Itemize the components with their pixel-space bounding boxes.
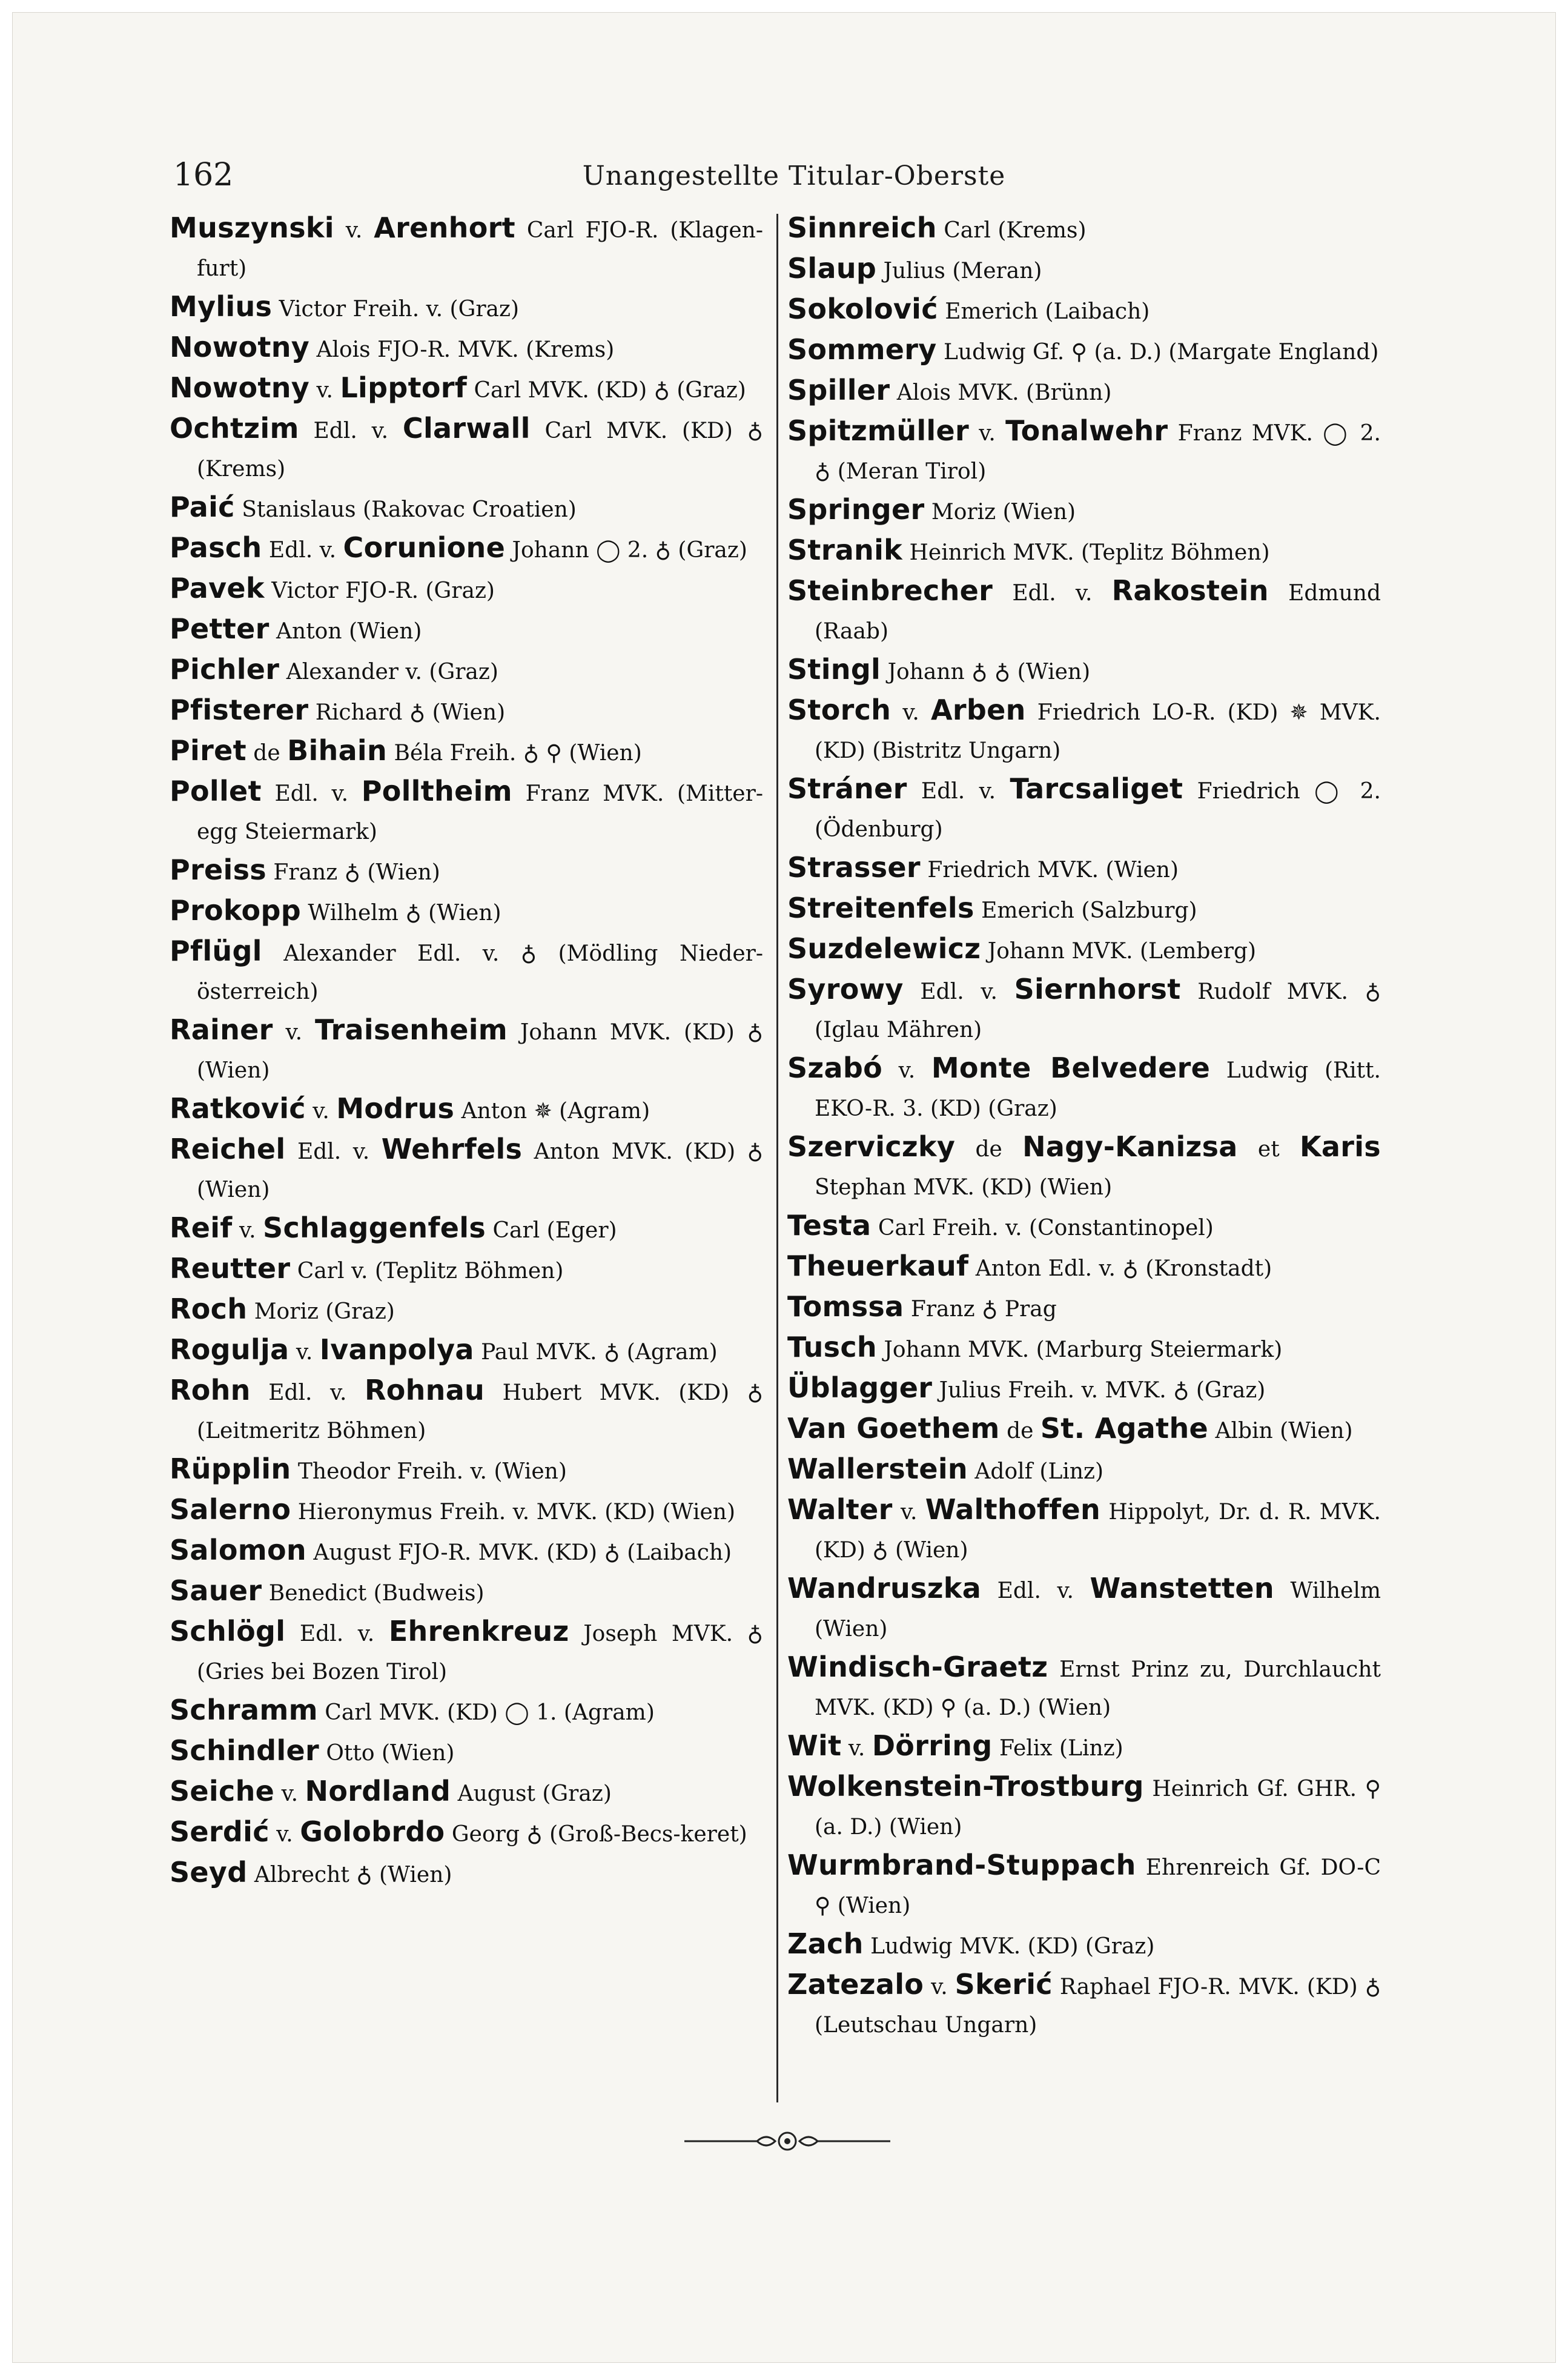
- entry-surname: Paić: [170, 491, 235, 523]
- entry-surname: Roch: [170, 1293, 248, 1325]
- register-entry: [787, 1128, 1381, 1207]
- entry-text: Emerich (Laibach): [938, 299, 1150, 324]
- entry-text: Carl MVK. (KD) ♁ (Krems): [197, 419, 763, 482]
- register-entry: [787, 250, 1381, 290]
- entry-text: Albin (Wien): [1208, 1419, 1353, 1443]
- entry-surname: Szerviczky: [787, 1130, 956, 1163]
- entry-text: Edl. v.: [903, 979, 1014, 1004]
- register-entry: [170, 1331, 763, 1371]
- entry-text: Alexander Edl. v. ♁ (Mödling Nieder-österreich): [197, 941, 763, 1004]
- entry-text: Heinrich Gf. GHR. ⚲ (a. D.) (Wien): [815, 1777, 1381, 1840]
- entry-name-bold: Golobrdo: [300, 1815, 445, 1848]
- register-entry: [170, 488, 763, 529]
- entry-text: Franz ♁ (Wien): [266, 860, 440, 885]
- entry-name-bold: Wehrfels: [381, 1133, 523, 1165]
- register-entry: [170, 691, 763, 732]
- entry-text: Joseph MVK. ♁ (Gries bei Bozen Tirol): [197, 1621, 763, 1684]
- entry-surname: Piret: [170, 734, 246, 767]
- entry-text: Edl. v.: [262, 538, 343, 563]
- entry-text: Otto (Wien): [319, 1741, 455, 1766]
- entry-name-bold: Arben: [930, 694, 1026, 726]
- register-entry: [170, 1491, 763, 1531]
- entry-surname: Pasch: [170, 531, 262, 564]
- column-divider: [776, 214, 778, 2102]
- entry-surname: Ochtzim: [170, 412, 299, 445]
- entry-surname: Tomssa: [787, 1290, 904, 1323]
- entry-text: Paul MVK. ♁ (Agram): [474, 1340, 718, 1365]
- entry-text: Carl v. (Teplitz Böhmen): [290, 1259, 564, 1284]
- entry-name-bold: Tonalwehr: [1005, 414, 1168, 447]
- entry-surname: Prokopp: [170, 894, 301, 927]
- entry-text: Ludwig Gf. ⚲ (a. D.) (Margate England): [936, 340, 1379, 365]
- entry-surname: Springer: [787, 493, 925, 526]
- register-entry: [170, 1691, 763, 1732]
- entry-text: Ernst Prinz zu, Durchlaucht MVK. (KD) ⚲ (a. D.) (Wien): [815, 1657, 1381, 1720]
- entry-text: Franz ♁ Prag: [904, 1297, 1057, 1322]
- entry-name-bold: Arenhort: [374, 211, 515, 244]
- register-entry: [787, 849, 1381, 889]
- entry-surname: Wolkenstein-Trostburg: [787, 1770, 1144, 1803]
- entry-surname: Preiss: [170, 853, 266, 886]
- entry-text: Anton (Wien): [269, 619, 422, 644]
- entry-text: de: [955, 1137, 1023, 1162]
- entry-surname: Salomon: [170, 1534, 306, 1566]
- register-entry: [170, 1290, 763, 1331]
- entry-surname: Szabó: [787, 1052, 882, 1084]
- register-entry: [787, 1491, 1381, 1569]
- register-entry: [787, 1409, 1381, 1450]
- register-entry: [787, 889, 1381, 930]
- register-entry: [787, 651, 1381, 691]
- entry-surname: Rüpplin: [170, 1452, 291, 1485]
- left-column: [170, 209, 763, 1894]
- register-entry: [170, 1732, 763, 1772]
- entry-text: Emerich (Salzburg): [974, 898, 1197, 923]
- entry-text: v.: [924, 1975, 955, 1999]
- entry-surname: Steinbrecher: [787, 574, 993, 607]
- entry-surname: Rainer: [170, 1013, 273, 1046]
- register-entry: [787, 1247, 1381, 1288]
- register-entry: [787, 1369, 1381, 1409]
- entry-text: Friedrich LO-R. (KD) ✵ MVK. (KD) (Bistritz Ungarn): [815, 700, 1381, 763]
- entry-text: Heinrich MVK. (Teplitz Böhmen): [902, 540, 1270, 565]
- entry-name-bold: Dörring: [872, 1729, 993, 1762]
- entry-text: Victor FJO-R. (Graz): [264, 578, 495, 603]
- register-entry: [170, 651, 763, 691]
- entry-text: v.: [882, 1058, 931, 1083]
- entry-text: v.: [269, 1822, 300, 1847]
- entry-surname: Nowotny: [170, 371, 310, 404]
- end-ornament-icon: [684, 2126, 890, 2156]
- register-entry: [170, 732, 763, 772]
- entry-surname: Seyd: [170, 1856, 248, 1889]
- entry-text: Wilhelm (Wien): [815, 1578, 1381, 1641]
- register-entry: [170, 772, 763, 851]
- entry-name-bold: Bihain: [287, 734, 388, 767]
- entry-surname: Schlögl: [170, 1615, 286, 1648]
- entry-surname: Wit: [787, 1729, 842, 1762]
- entry-surname: Nowotny: [170, 331, 310, 363]
- running-title: Unangestellte Titular-Oberste: [582, 161, 1006, 191]
- entry-text: Alois FJO-R. MVK. (Krems): [309, 337, 615, 362]
- entry-text: Victor Freih. v. (Graz): [272, 297, 520, 322]
- entry-surname: Pflügl: [170, 935, 262, 967]
- register-entry: [170, 1130, 763, 1209]
- entry-text: Carl FJO-R. (Klagen-furt): [197, 218, 763, 281]
- entry-text: Ludwig (Ritt. EKO-R. 3. (KD) (Graz): [815, 1058, 1381, 1121]
- entry-surname: Schindler: [170, 1734, 319, 1767]
- register-entry: [787, 970, 1381, 1049]
- register-entry: [787, 209, 1381, 250]
- register-entry: [170, 1250, 763, 1290]
- entry-text: Raphael FJO-R. MVK. (KD) ♁ (Leutschau Ungarn): [815, 1975, 1381, 2038]
- register-entry: [787, 1207, 1381, 1247]
- entry-text: v.: [969, 421, 1006, 446]
- register-entry: [170, 369, 763, 409]
- entry-text: Edl. v.: [299, 419, 403, 443]
- entry-surname: Theuerkauf: [787, 1250, 969, 1282]
- entry-surname: Streitenfels: [787, 892, 974, 924]
- entry-text: Albrecht ♁ (Wien): [247, 1863, 452, 1887]
- entry-surname: Sommery: [787, 333, 937, 366]
- register-entry: [787, 331, 1381, 371]
- entry-text: Julius (Meran): [876, 259, 1042, 283]
- entry-text: Edl. v.: [250, 1380, 365, 1405]
- right-column: [787, 209, 1381, 2044]
- register-entry: [170, 209, 763, 288]
- register-entry: [170, 1371, 763, 1450]
- register-entry: [170, 1853, 763, 1894]
- entry-surname: Pavek: [170, 572, 265, 605]
- entry-text: v.: [892, 1500, 925, 1525]
- entry-text: Hieronymus Freih. v. MVK. (KD) (Wien): [291, 1500, 736, 1525]
- register-entry: [787, 491, 1381, 531]
- entry-text: Theodor Freih. v. (Wien): [291, 1459, 567, 1484]
- entry-surname: Wallerstein: [787, 1452, 968, 1485]
- entry-text: Stanislaus (Rakovac Croatien): [234, 497, 577, 522]
- entry-surname: Wandruszka: [787, 1572, 982, 1605]
- entry-text: Johann MVK. (Lemberg): [981, 939, 1257, 964]
- entry-name-bold: Nagy-Kanizsa: [1022, 1130, 1238, 1163]
- entry-text: v.: [309, 378, 340, 403]
- entry-surname: Mylius: [170, 290, 273, 323]
- register-entry: [787, 1925, 1381, 1966]
- register-entry: [170, 1772, 763, 1813]
- entry-text: Georg ♁ (Groß-Becs-keret): [445, 1822, 747, 1847]
- entry-text: v.: [334, 218, 374, 243]
- entry-name-bold: Wanstetten: [1090, 1572, 1274, 1605]
- entry-text: v.: [273, 1020, 315, 1045]
- entry-text: de: [246, 741, 288, 766]
- entry-name-bold: Lipptorf: [340, 371, 468, 404]
- register-entry: [787, 770, 1381, 849]
- entry-text: et: [1237, 1137, 1300, 1162]
- entry-text: de: [999, 1419, 1040, 1443]
- entry-name-bold: Clarwall: [402, 412, 531, 445]
- entry-surname: Strasser: [787, 851, 921, 884]
- register-entry: [170, 932, 763, 1011]
- entry-text: Moriz (Wien): [924, 500, 1076, 525]
- entry-surname: Sinnreich: [787, 211, 937, 244]
- entry-text: Anton MVK. (KD) ♁ (Wien): [197, 1139, 763, 1202]
- register-entry: [787, 1966, 1381, 2044]
- entry-name-bold: Modrus: [336, 1092, 455, 1125]
- entry-name-bold: Nordland: [305, 1775, 451, 1807]
- entry-text: v.: [232, 1218, 263, 1243]
- entry-text: Johann MVK. (Marburg Steiermark): [876, 1337, 1283, 1362]
- register-entry: [787, 412, 1381, 491]
- entry-text: Carl MVK. (KD) ◯ 1. (Agram): [317, 1700, 655, 1725]
- entry-surname: Sauer: [170, 1574, 262, 1607]
- entry-surname: Üblagger: [787, 1371, 933, 1404]
- entry-name-bold: Tarcsaliget: [1010, 772, 1183, 805]
- entry-text: Carl Freih. v. (Constantinopel): [871, 1216, 1214, 1240]
- entry-text: Richard ♁ (Wien): [308, 700, 506, 725]
- entry-name-bold: Polltheim: [361, 775, 512, 807]
- register-entry: [787, 572, 1381, 651]
- register-entry: [170, 1612, 763, 1691]
- entry-text: Edl. v.: [981, 1578, 1090, 1603]
- entry-text: Carl (Krems): [936, 218, 1087, 243]
- entry-text: Hippolyt, Dr. d. R. MVK. (KD) ♁ (Wien): [815, 1500, 1381, 1563]
- entry-text: August (Graz): [451, 1781, 612, 1806]
- register-entry: [787, 1288, 1381, 1328]
- entry-surname: Seiche: [170, 1775, 275, 1807]
- entry-surname: Serdić: [170, 1815, 270, 1848]
- entry-text: Ehrenreich Gf. DO-C ⚲ (Wien): [815, 1855, 1381, 1918]
- entry-text: Edl. v.: [993, 581, 1112, 606]
- entry-surname: Wurmbrand-Stuppach: [787, 1849, 1136, 1881]
- register-entry: [170, 1813, 763, 1853]
- entry-name-bold: Walthoffen: [925, 1493, 1101, 1526]
- entry-text: Edl. v.: [907, 779, 1010, 804]
- register-entry: [787, 1328, 1381, 1369]
- register-entry: [787, 1049, 1381, 1128]
- entry-surname: Stranik: [787, 534, 903, 566]
- entry-surname: Petter: [170, 612, 270, 645]
- page-header: [173, 157, 1415, 199]
- entry-text: v.: [305, 1099, 337, 1124]
- entry-text: Franz MVK. ◯ 2. ♁ (Meran Tirol): [815, 421, 1381, 484]
- entry-text: Alois MVK. (Brünn): [890, 380, 1112, 405]
- register-entry: [170, 529, 763, 569]
- entry-surname: Pollet: [170, 775, 262, 807]
- entry-text: Stephan MVK. (KD) (Wien): [815, 1175, 1113, 1200]
- register-entry: [787, 1767, 1381, 1846]
- entry-name-bold: Corunione: [343, 531, 506, 564]
- entry-text: Benedict (Budweis): [262, 1581, 485, 1606]
- entry-text: Felix (Linz): [992, 1736, 1123, 1761]
- register-entry: [170, 1209, 763, 1250]
- two-column-register: [170, 209, 1393, 2117]
- entry-name-bold: St. Agathe: [1040, 1412, 1208, 1445]
- register-entry: [787, 1846, 1381, 1925]
- entry-text: Anton Edl. v. ♁ (Kronstadt): [968, 1256, 1272, 1281]
- entry-name-bold: Rohnau: [364, 1374, 485, 1406]
- entry-text: Edl. v.: [285, 1139, 382, 1164]
- register-entry: [787, 691, 1381, 770]
- entry-text: Carl MVK. (KD) ♁ (Graz): [467, 378, 746, 403]
- entry-text: Moriz (Graz): [247, 1299, 395, 1324]
- register-entry: [170, 851, 763, 892]
- entry-surname: Reichel: [170, 1133, 286, 1165]
- entry-surname: Stráner: [787, 772, 907, 805]
- entry-text: v.: [841, 1736, 872, 1761]
- entry-surname: Zach: [787, 1927, 864, 1960]
- register-entry: [787, 371, 1381, 412]
- entry-surname: Spiller: [787, 374, 890, 406]
- entry-text: Friedrich ◯ 2. (Ödenburg): [815, 779, 1381, 842]
- register-entry: [170, 1090, 763, 1130]
- entry-surname: Walter: [787, 1493, 893, 1526]
- entry-text: v.: [891, 700, 931, 725]
- entry-surname: Rogulja: [170, 1333, 289, 1366]
- entry-text: Friedrich MVK. (Wien): [920, 858, 1179, 883]
- entry-surname: Pichler: [170, 653, 280, 686]
- entry-text: v.: [274, 1781, 305, 1806]
- entry-name-bold: Monte Belvedere: [931, 1052, 1211, 1084]
- entry-surname: Muszynski: [170, 211, 334, 244]
- entry-text: Wilhelm ♁ (Wien): [300, 901, 501, 926]
- entry-text: Johann ◯ 2. ♁ (Graz): [505, 538, 747, 563]
- entry-text: v.: [289, 1340, 320, 1365]
- entry-text: Ludwig MVK. (KD) (Graz): [863, 1934, 1155, 1959]
- entry-surname: Suzdelewicz: [787, 932, 981, 965]
- register-entry: [787, 1648, 1381, 1727]
- entry-surname: Pfisterer: [170, 694, 309, 726]
- entry-text: Johann ♁ ♁ (Wien): [881, 660, 1091, 684]
- entry-surname: Stingl: [787, 653, 881, 686]
- entry-name-bold: Traisenheim: [314, 1013, 508, 1046]
- register-entry: [170, 1450, 763, 1491]
- entry-name-bold: Schlaggenfels: [263, 1211, 486, 1244]
- entry-surname: Tusch: [787, 1331, 877, 1363]
- register-entry: [787, 1569, 1381, 1648]
- register-entry: [170, 288, 763, 328]
- entry-surname: Van Goethem: [787, 1412, 1000, 1445]
- register-entry: [787, 930, 1381, 970]
- register-entry: [787, 531, 1381, 572]
- register-entry: [170, 409, 763, 488]
- entry-surname: Rohn: [170, 1374, 251, 1406]
- entry-text: Adolf (Linz): [967, 1459, 1104, 1484]
- entry-name-bold: Ehrenkreuz: [388, 1615, 569, 1648]
- entry-text: Anton ✵ (Agram): [454, 1099, 650, 1124]
- entry-surname: Sokolović: [787, 293, 938, 325]
- entry-text: Carl (Eger): [486, 1218, 617, 1243]
- entry-text: August FJO-R. MVK. (KD) ♁ (Laibach): [306, 1540, 732, 1565]
- entry-surname: Storch: [787, 694, 892, 726]
- register-entry: [170, 328, 763, 369]
- entry-text: Hubert MVK. (KD) ♁ (Leitmeritz Böhmen): [197, 1380, 763, 1443]
- entry-text: Edl. v.: [261, 781, 362, 806]
- entry-text: Johann MVK. (KD) ♁ (Wien): [197, 1020, 763, 1083]
- entry-text: Edl. v.: [285, 1621, 389, 1646]
- entry-name-bold: Siernhorst: [1014, 973, 1181, 1005]
- register-entry: [170, 1531, 763, 1572]
- entry-text: Rudolf MVK. ♁ (Iglau Mähren): [815, 979, 1381, 1042]
- register-entry: [170, 892, 763, 932]
- register-entry: [787, 290, 1381, 331]
- register-entry: [170, 610, 763, 651]
- page-number: 162: [173, 157, 234, 193]
- register-entry: [170, 1572, 763, 1612]
- entry-name-bold: Rakostein: [1111, 574, 1269, 607]
- entry-text: Julius Freih. v. MVK. ♁ (Graz): [932, 1378, 1266, 1403]
- entry-text: Franz MVK. (Mitter-egg Steiermark): [197, 781, 763, 844]
- register-entry: [170, 569, 763, 610]
- entry-surname: Reif: [170, 1211, 233, 1244]
- entry-text: Alexander v. (Graz): [279, 660, 498, 684]
- entry-name-bold: Karis: [1299, 1130, 1381, 1163]
- register-entry: [170, 1011, 763, 1090]
- entry-surname: Windisch-Graetz: [787, 1651, 1048, 1683]
- entry-surname: Syrowy: [787, 973, 904, 1005]
- entry-name-bold: Ivanpolya: [319, 1333, 474, 1366]
- entry-surname: Slaup: [787, 252, 877, 285]
- entry-surname: Zatezalo: [787, 1968, 924, 2001]
- entry-surname: Testa: [787, 1209, 872, 1242]
- entry-surname: Spitzmüller: [787, 414, 969, 447]
- entry-text: Edmund (Raab): [815, 581, 1381, 644]
- register-entry: [787, 1727, 1381, 1767]
- entry-name-bold: Skerić: [954, 1968, 1053, 2001]
- entry-surname: Schramm: [170, 1694, 318, 1726]
- entry-surname: Ratković: [170, 1092, 306, 1125]
- register-entry: [787, 1450, 1381, 1491]
- entry-text: Béla Freih. ♁ ⚲ (Wien): [387, 741, 642, 766]
- entry-surname: Reutter: [170, 1252, 291, 1285]
- entry-surname: Salerno: [170, 1493, 291, 1526]
